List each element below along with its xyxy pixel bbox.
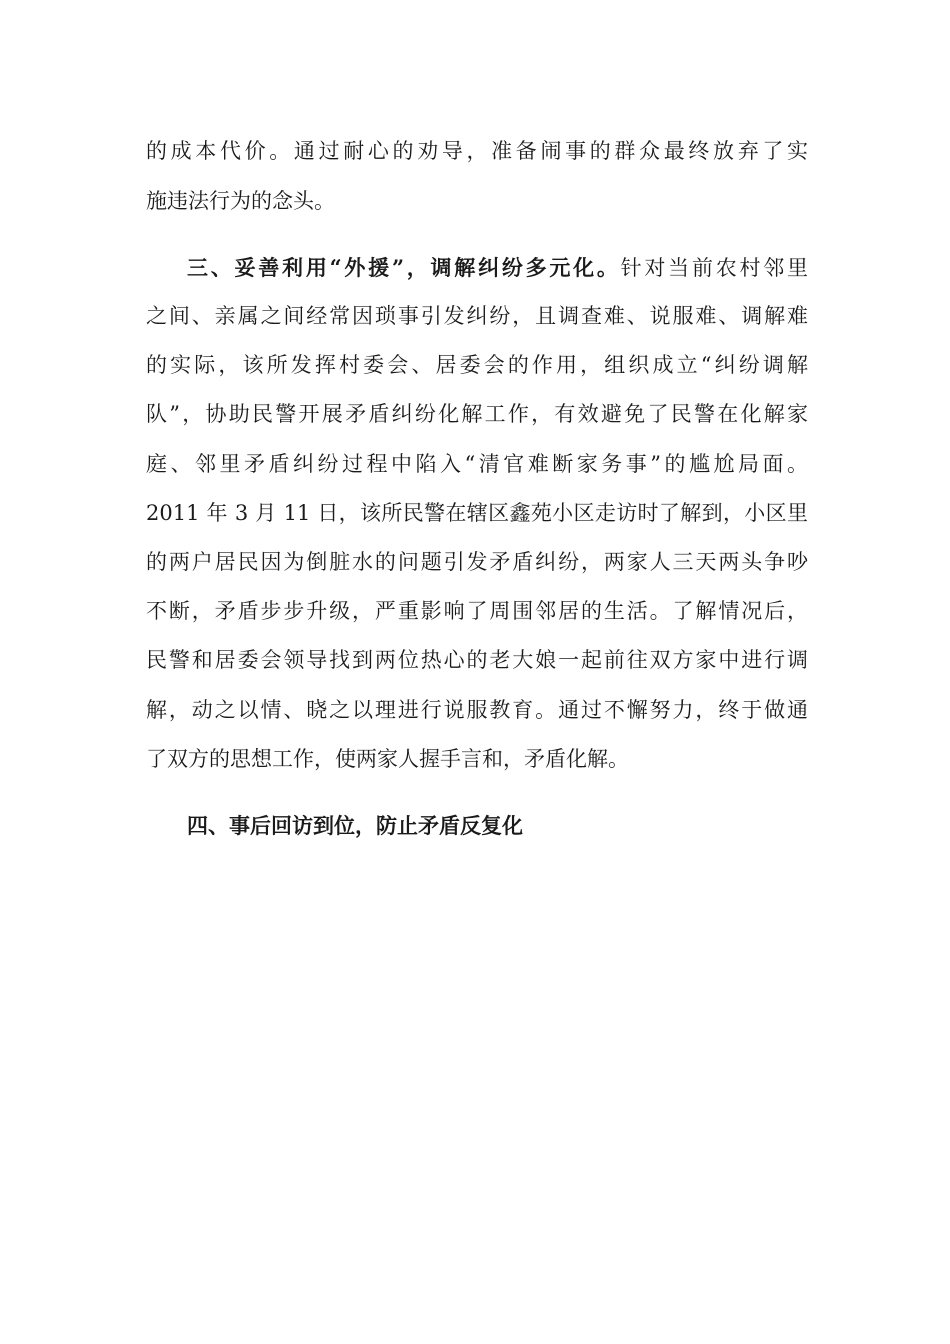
- paragraph-2-line: 庭、邻里矛盾纠纷过程中陷入“清官难断家务事”的尴尬局面。: [146, 452, 808, 476]
- paragraph-2-line: 解，动之以情、晓之以理进行说服教育。通过不懈努力，终于做通: [146, 698, 808, 722]
- paragraph-2-first-line: [187, 255, 808, 281]
- paragraph-2-line: 的实际，该所发挥村委会、居委会的作用，组织成立“纠纷调解: [146, 353, 808, 377]
- paragraph-2-first-line-text: 针对当前农村邻里: [620, 256, 808, 280]
- paragraph-2-line: 2011 年 3 月 11 日，该所民警在辖区鑫苑小区走访时了解到，小区里: [146, 501, 808, 525]
- paragraph-2-line: 不断，矛盾步步升级，严重影响了周围邻居的生活。了解情况后，: [146, 599, 808, 623]
- paragraph-1-line-2: 施违法行为的念头。: [146, 189, 335, 213]
- paragraph-2-line: 民警和居委会领导找到两位热心的老大娘一起前往双方家中进行调: [146, 648, 808, 672]
- paragraph-2-line: 队”，协助民警开展矛盾纠纷化解工作，有效避免了民警在化解家: [146, 402, 808, 426]
- paragraph-2-line: 之间、亲属之间经常因琐事引发纠纷，且调查难、说服难、调解难: [146, 304, 808, 328]
- paragraph-2-line: 了双方的思想工作，使两家人握手言和，矛盾化解。: [146, 747, 629, 771]
- section-3-heading: 三、妥善利用“外援”，调解纠纷多元化。: [187, 255, 621, 280]
- section-4-heading: 四、事后回访到位，防止矛盾反复化: [187, 813, 523, 838]
- paragraph-2-line: 的两户居民因为倒脏水的问题引发矛盾纠纷，两家人三天两头争吵: [146, 550, 808, 574]
- paragraph-1-line-1: 的成本代价。通过耐心的劝导，准备闹事的群众最终放弃了实: [146, 139, 808, 163]
